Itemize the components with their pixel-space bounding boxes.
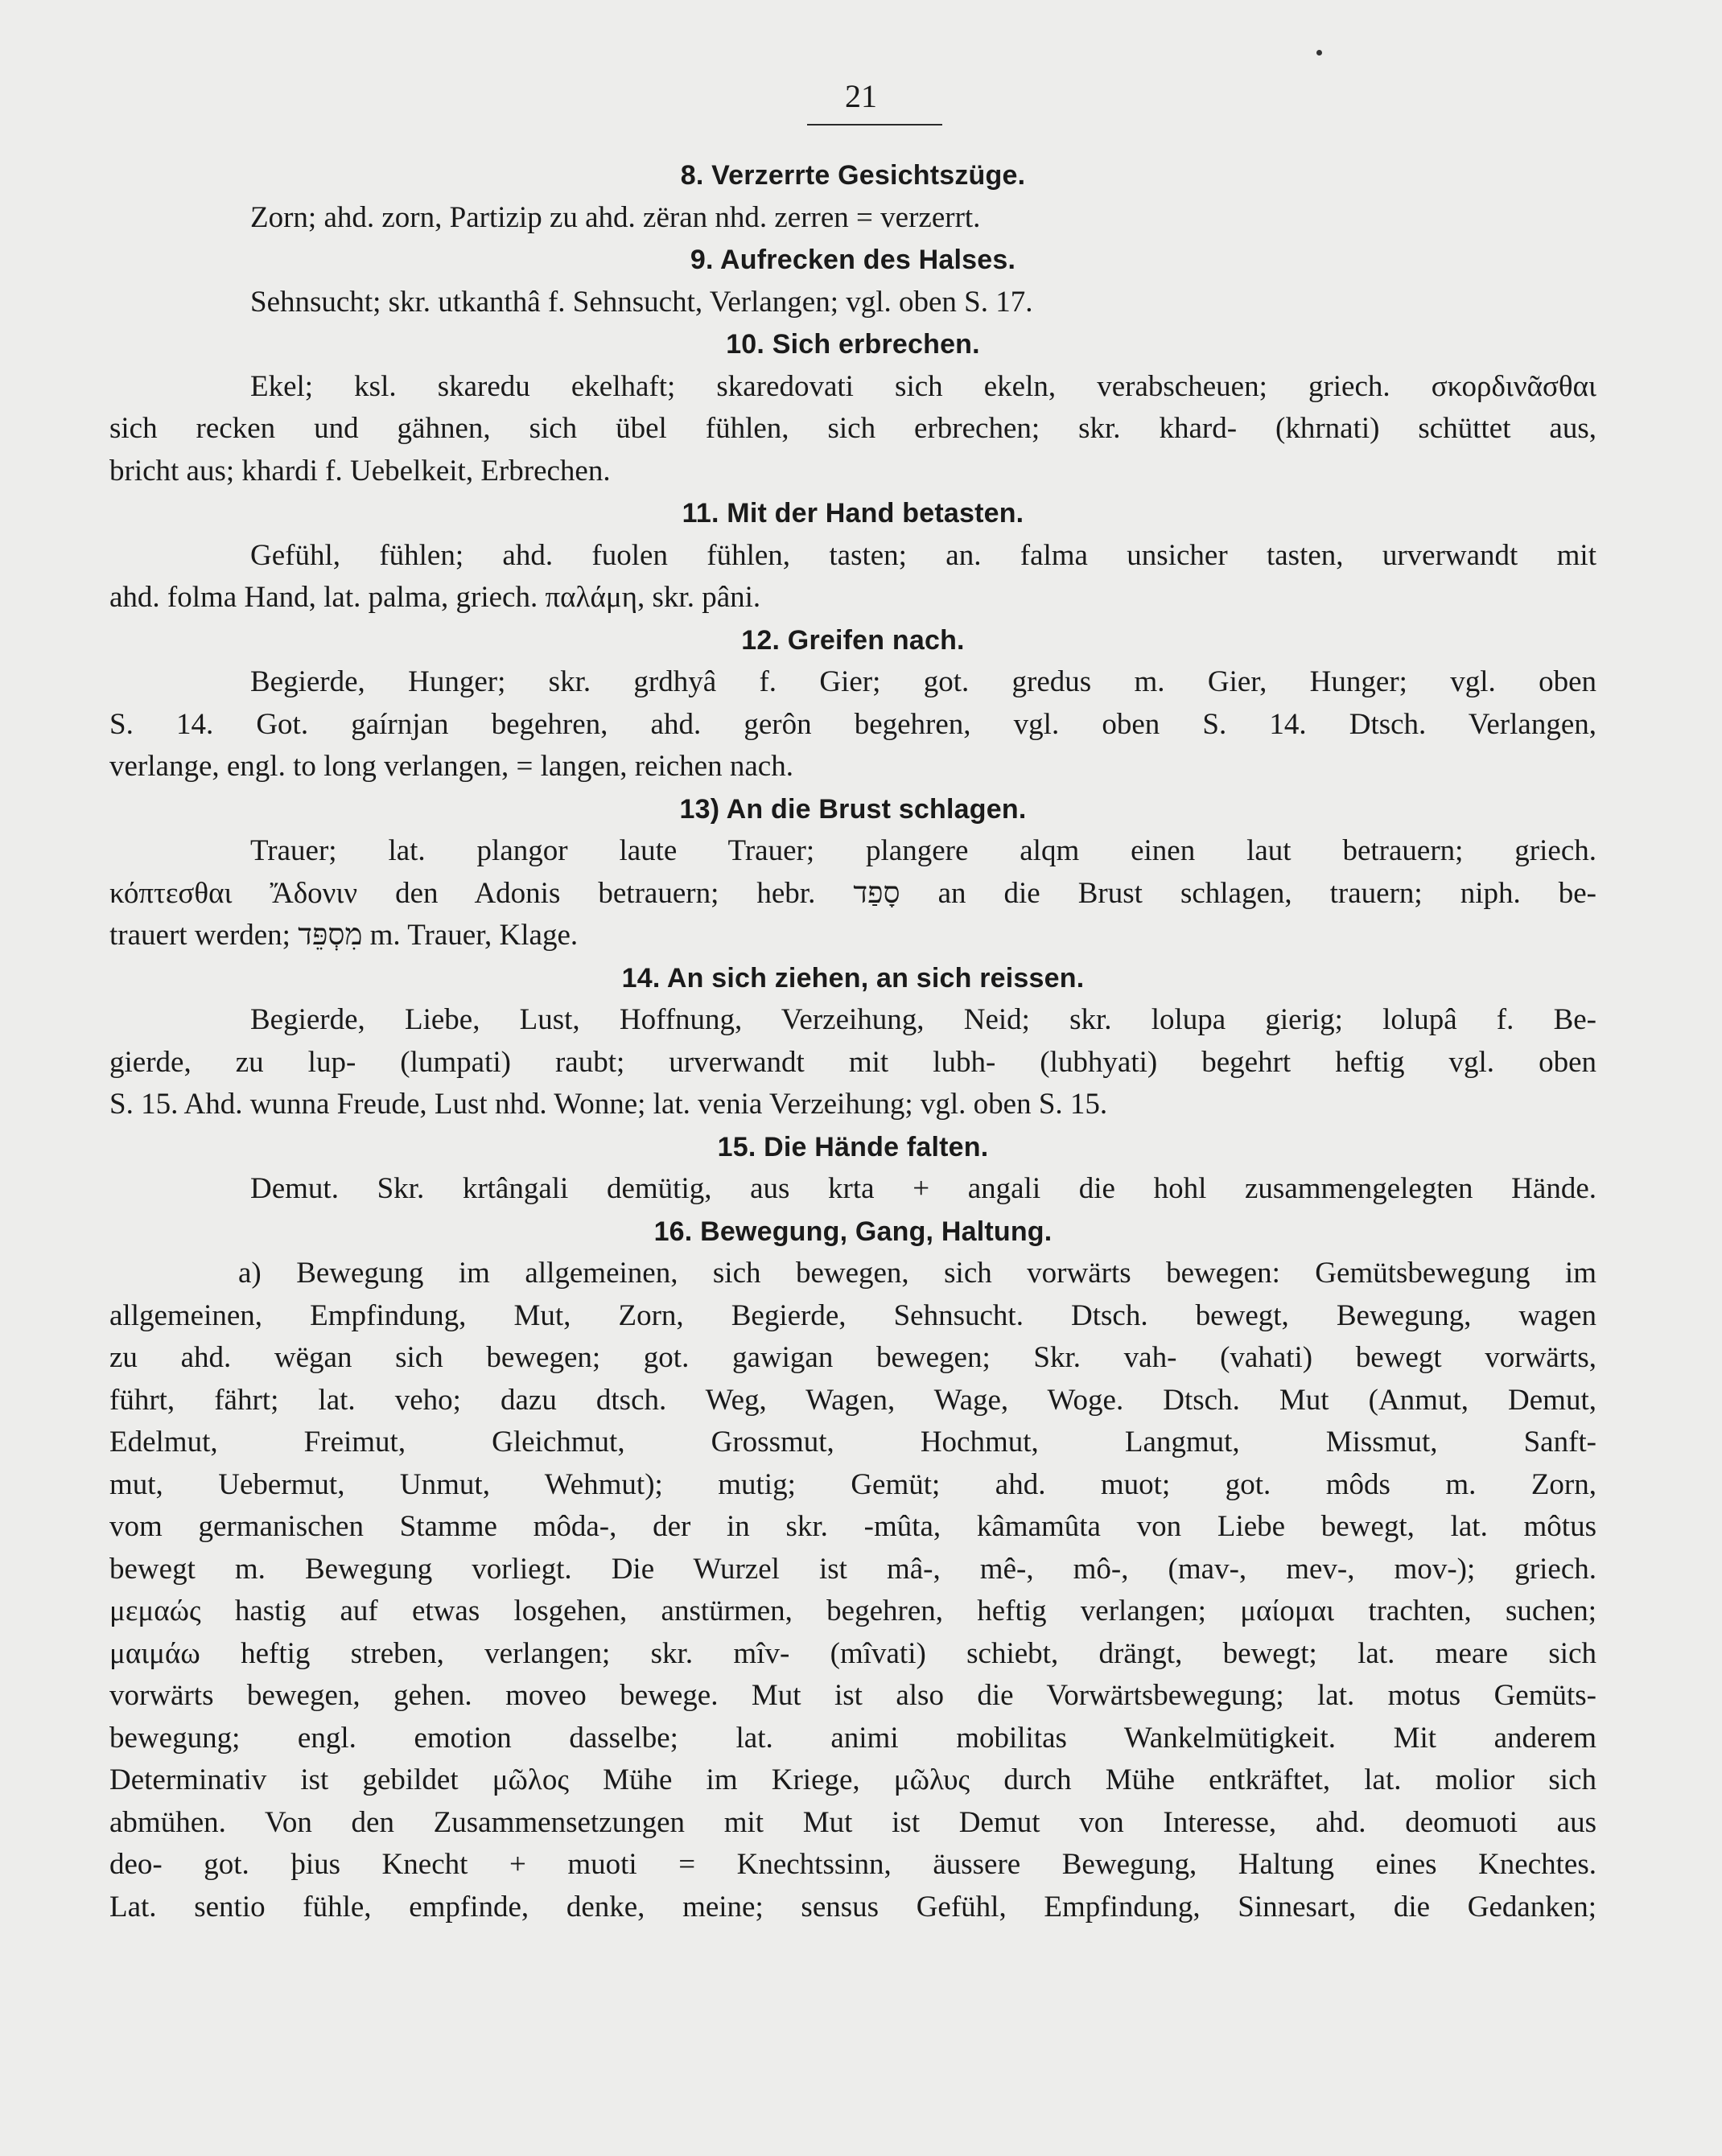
text-line: bewegung; engl. emotion dasselbe; lat. animi mobilitas Wankelmütigkeit. Mit anderem xyxy=(109,1721,1596,1755)
section-heading: 12. Greifen nach. xyxy=(741,624,965,656)
text-line: Edelmut, Freimut, Gleichmut, Grossmut, Hochmut, Langmut, Missmut, Sanft- xyxy=(109,1426,1596,1459)
text-line: vorwärts bewegen, gehen. moveo bewege. Mut ist also die Vorwärtsbewegung; lat. motus Gemüts- xyxy=(109,1679,1596,1712)
text-line: Lat. sentio fühle, empfinde, denke, meine; sensus Gefühl, Empfindung, Sinnesart, die Gedanken; xyxy=(109,1890,1596,1924)
text-line: bricht aus; khardi f. Uebelkeit, Erbrechen. xyxy=(109,454,611,488)
section-heading: 8. Verzerrte Gesichtszüge. xyxy=(680,160,1026,191)
text-line: Sehnsucht; skr. utkanthâ f. Sehnsucht, Verlangen; vgl. oben S. 17. xyxy=(250,285,1033,319)
section-heading: 10. Sich erbrechen. xyxy=(726,329,980,360)
text-line: S. 15. Ahd. wunna Freude, Lust nhd. Wonne; lat. venia Verzeihung; vgl. oben S. 15. xyxy=(109,1088,1108,1121)
text-line: ahd. folma Hand, lat. palma, griech. παλάμη, skr. pâni. xyxy=(109,581,761,614)
page-body xyxy=(109,154,1596,1928)
section-heading: 14. An sich ziehen, an sich reissen. xyxy=(621,962,1085,994)
text-line: Gefühl, fühlen; ahd. fuolen fühlen, tasten; an. falma unsicher tasten, urverwandt mit xyxy=(250,538,1596,572)
text-line: vom germanischen Stamme môda-, der in skr. -mûta, kâmamûta von Liebe bewegt, lat. môtus xyxy=(109,1510,1596,1543)
text-line: gierde, zu lup- (lumpati) raubt; urverwandt mit lubh- (lubhyati) begehrt heftig vgl. oben xyxy=(109,1045,1596,1079)
text-line: abmühen. Von den Zusammensetzungen mit Mut ist Demut von Interesse, ahd. deomuoti aus xyxy=(109,1805,1596,1839)
text-line: deo- got. þius Knecht + muoti = Knechtssinn, äussere Bewegung, Haltung eines Knechtes. xyxy=(109,1848,1596,1881)
section-heading: 11. Mit der Hand betasten. xyxy=(682,498,1024,529)
section-heading: 16. Bewegung, Gang, Haltung. xyxy=(653,1216,1053,1247)
page-number-rule xyxy=(807,124,942,125)
text-line: Demut. Skr. krtângali demütig, aus krta + angali die hohl zusammengelegten Hände. xyxy=(250,1172,1596,1205)
section-heading: 9. Aufrecken des Halses. xyxy=(690,245,1016,275)
text-line: a) Bewegung im allgemeinen, sich bewegen, sich vorwärts bewegen: Gemütsbewegung im xyxy=(238,1257,1596,1290)
text-line: Trauer; lat. plangor laute Trauer; plangere alqm einen laut betrauern; griech. xyxy=(250,834,1596,867)
text-line: trauert werden; מִסְפֵּד m. Trauer, Klage. xyxy=(109,919,579,952)
speck-mark xyxy=(1316,50,1322,56)
text-line: S. 14. Got. gaírnjan begehren, ahd. gerôn begehren, vgl. oben S. 14. Dtsch. Verlangen, xyxy=(109,707,1596,741)
text-line: allgemeinen, Empfindung, Mut, Zorn, Begierde, Sehnsucht. Dtsch. bewegt, Bewegung, wagen xyxy=(109,1298,1596,1332)
text-line: führt, fährt; lat. veho; dazu dtsch. Weg, Wagen, Wage, Woge. Dtsch. Mut (Anmut, Demut, xyxy=(109,1383,1596,1417)
text-line: μεμαώς hastig auf etwas losgehen, anstürmen, begehren, heftig verlangen; μαίομαι trachten, suchen; xyxy=(109,1594,1596,1627)
text-line: Begierde, Liebe, Lust, Hoffnung, Verzeihung, Neid; skr. lolupa gierig; lolupâ f. Be- xyxy=(250,1003,1596,1036)
text-line: κόπτεσθαι Ἄδονιν den Adonis betrauern; hebr. סָפַד an die Brust schlagen, trauern; niph. be- xyxy=(109,876,1596,910)
text-line: sich recken und gähnen, sich übel fühlen, sich erbrechen; skr. khard- (khrnati) schüttet aus, xyxy=(109,412,1596,445)
text-line: Ekel; ksl. skaredu ekelhaft; skaredovati sich ekeln, verabscheuen; griech. σκορδινᾶσθαι xyxy=(250,369,1596,403)
text-line: Zorn; ahd. zorn, Partizip zu ahd. zëran nhd. zerren = verzerrt. xyxy=(250,200,981,234)
page-number: 21 xyxy=(845,78,877,114)
text-line: Determinativ ist gebildet μῶλος Mühe im Kriege, μῶλυς durch Mühe entkräftet, lat. molior sich xyxy=(109,1763,1596,1796)
text-line: mut, Uebermut, Unmut, Wehmut); mutig; Gemüt; ahd. muot; got. môds m. Zorn, xyxy=(109,1467,1596,1501)
text-line: zu ahd. wëgan sich bewegen; got. gawigan bewegen; Skr. vah- (vahati) bewegt vorwärts, xyxy=(109,1341,1596,1374)
section-heading: 15. Die Hände falten. xyxy=(717,1131,989,1162)
text-line: verlange, engl. to long verlangen, = langen, reichen nach. xyxy=(109,750,793,783)
section-heading: 13) An die Brust schlagen. xyxy=(679,793,1027,825)
text-line: μαιμάω heftig streben, verlangen; skr. mîv- (mîvati) schiebt, drängt, bewegt; lat. meare sich xyxy=(109,1636,1596,1670)
text-line: bewegt m. Bewegung vorliegt. Die Wurzel ist mâ-, mê-, mô-, (mav-, mev-, mov-); griech. xyxy=(109,1552,1596,1586)
text-line: Begierde, Hunger; skr. grdhyâ f. Gier; got. gredus m. Gier, Hunger; vgl. oben xyxy=(250,665,1596,698)
